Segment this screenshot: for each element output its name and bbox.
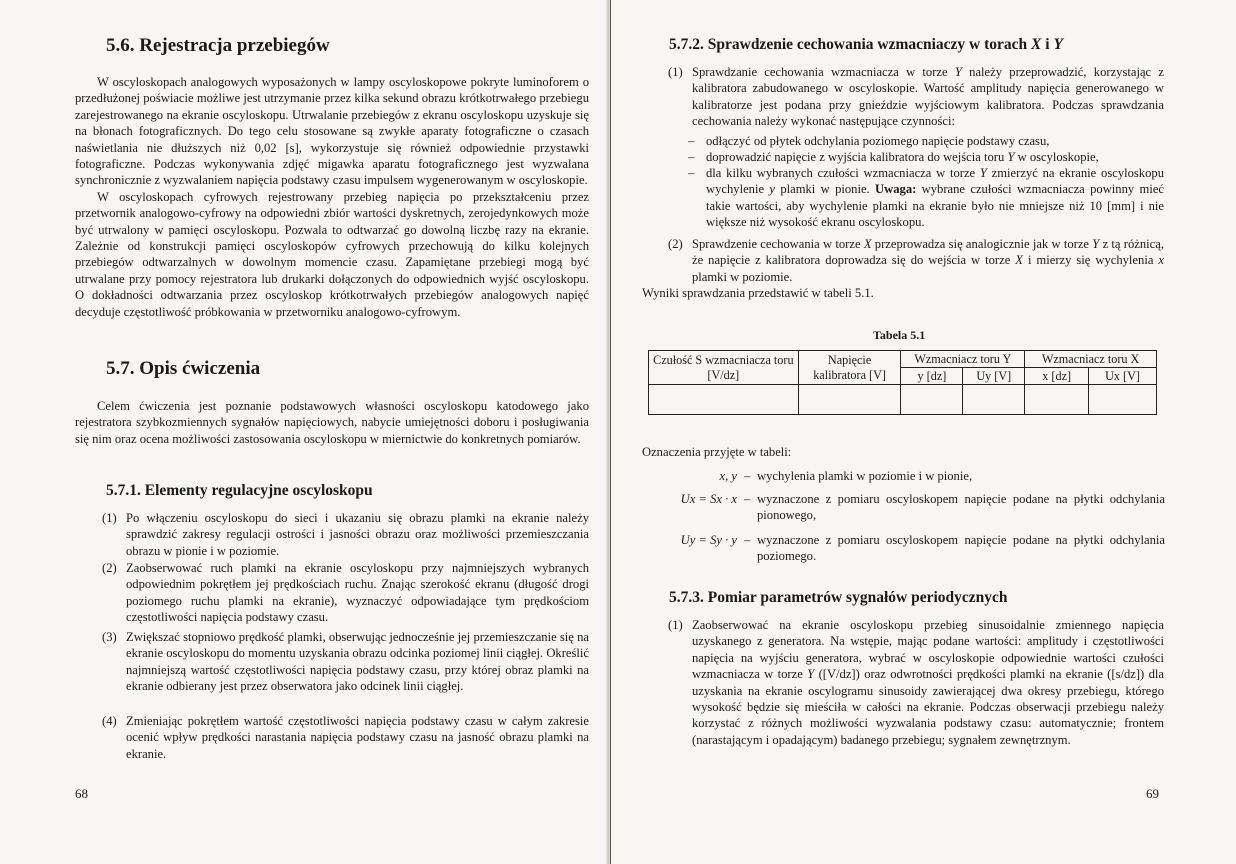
dash-mark: –: [744, 492, 751, 506]
list-item-number: (3): [102, 630, 117, 644]
section-5-6-text: [75, 74, 589, 320]
table-5-1: [648, 350, 1157, 415]
legend-row: [647, 468, 1167, 485]
list-item: [102, 560, 589, 626]
list-item: [102, 629, 589, 695]
table-cell-empty: [1089, 385, 1157, 415]
dash-mark: –: [688, 150, 695, 164]
page-number-left: 68: [75, 786, 88, 801]
paragraph-analog-recording: W oscyloskopach analogowych wyposażonych w lampy oscyloskopowe pokryte luminoforem o przedłużonej poświacie możliwe jest utrzymanie przez kilka sekund obrazu krótkotrwałego przebiegu zarejestrowanego na ekranie oscyloskopu. Utrwalanie przebiegów z ekranu oscyloskopu uzyskuje się na błonach fotograficznych. Do tego celu stosowane są zwykłe aparaty fotograficzne o czasach naświetlania nie dłuższych niż 0,02 [s], wykorzystuje się również odpowiednie przystawki fotograficzne. Podczas wykonywania zdjęć migawka aparatu fotograficznego jest wyzwalana synchronicznie z wyzwalaniem napięcia podstawy czasu impulsem wygenerowanym w oscyloskopie.: [75, 75, 589, 188]
list-item-number: (2): [668, 237, 683, 251]
page-number-right: 69: [1146, 786, 1159, 801]
list-item-text: Po włączeniu oscyloskopu do sieci i ukazaniu się obrazu plamki na ekranie należy sprawdzić zakresy regulacji ostrości i jasności obrazu oraz możliwości przemieszczania obrazu w pionie i w poziomie.: [126, 511, 589, 558]
right-page: [611, 0, 1236, 864]
legend-text: wyznaczone z pomiaru oscyloskopem napięcie podane na płytki odchylania poziomego.: [757, 533, 1165, 564]
dash-item-text: dla kilku wybranych czułości wzmacniacza w torze Y zmierzyć na ekranie oscyloskopu wychylenie y plamki w pionie. Uwaga: wybrane czułości wzmacniacza powinny mieć takie wartości, aby wychylenie plamki na ekranie było nie mniejsze niż 10 [mm] i nie większe niż wysokość ekranu oscyloskopu.: [706, 166, 1165, 230]
calibration-step-1: [668, 64, 1164, 130]
subsection-heading-5-7-3: 5.7.3. Pomiar parametrów sygnałów periodycznych: [669, 589, 1008, 606]
section-heading-5-7: 5.7. Opis ćwiczenia: [106, 358, 261, 379]
list-item: [102, 713, 589, 762]
heading-var-y: Y: [1053, 36, 1063, 53]
list-item-number: (2): [102, 561, 117, 575]
dash-item-text: odłączyć od płytek odchylania poziomego napięcie podstawy czasu,: [706, 134, 1050, 148]
list-item: [102, 510, 589, 559]
table-header-sensitivity: Czułość S wzmacniacza toru [V/dz]: [649, 351, 799, 385]
results-instruction: Wyniki sprawdzania przedstawić w tabeli 5.1.: [642, 286, 874, 300]
table-header-ux: Ux [V]: [1089, 368, 1157, 385]
dash-mark: –: [744, 469, 751, 483]
section-5-7-text: [75, 398, 589, 447]
calibration-step-2: [668, 236, 1164, 285]
list-item-text: Sprawdzenie cechowania w torze X przeprowadza się analogicznie jak w torze Y z tą różnicą, że napięcie z kalibratora doprowadza się do wejścia w torze X i mierzy się wychylenia x plamki w poziomie.: [692, 237, 1164, 284]
list-item-text: Sprawdzanie cechowania wzmacniacza w torze Y należy przeprowadzić, korzystając z kalibratora zabudowanego w oscyloskopie. Wartość amplitudy napięcia generowanego w kalibratorze jest podana przy gnieździe wyjściowym kalibratora. Podczas sprawdzania cechowania należy wykonać następujące czynności:: [692, 65, 1165, 129]
table-caption: Tabela 5.1: [873, 328, 926, 342]
table-cell-empty: [901, 385, 963, 415]
table-cell-empty: [1025, 385, 1089, 415]
list-item-number: (1): [668, 65, 683, 79]
list-item-number: (1): [668, 618, 683, 632]
table-cell-empty: [649, 385, 799, 415]
table-header-calibrator-voltage: Napięcie kalibratora [V]: [798, 351, 901, 385]
heading-text: 5.7.2. Sprawdzenie cechowania wzmacniaczy w torach: [669, 36, 1032, 53]
dash-item: [688, 149, 1164, 165]
table-cell-empty: [963, 385, 1025, 415]
list-item-text: Zaobserwować na ekranie oscyloskopu przebieg sinusoidalnie zmiennego napięcia uzyskanego z generatora. Na wstępie, mając podane wartości: amplitudy i częstotliwości napięcia na wyjściu generatora, wybrać w oscyloskopie odpowiednie wartości czułości wzmacniacza w torze Y ([V/dz]) oraz odwrotności prędkości plamki na ekranie ([s/dz]) dla uzyskania na ekranie oscylogramu sinusoidy zawierającej dwa okresy przebiegu, którego wysokość będzie się mieściła w całości na ekranie. Podczas obserwacji przebiegu należy korzystać z różnych możliwości wyzwalania podstawy czasu: automatycznie; frontem (narastającym i opadającym) badanego przebiegu; sygnałem zewnętrznym.: [692, 618, 1164, 747]
dash-item: [688, 133, 1164, 149]
table-header-x-dz: x [dz]: [1025, 368, 1089, 385]
legend-title: Oznaczenia przyjęte w tabeli:: [642, 445, 792, 459]
heading-text-and: i: [1041, 36, 1054, 53]
legend-text: wyznaczone z pomiaru oscyloskopem napięcie podane na płytki odchylania pionowego,: [757, 492, 1165, 523]
paragraph-digital-recording: W oscyloskopach cyfrowych rejestrowany przebieg napięcia po przekształceniu przez przetwornik analogowo-cyfrowy na odpowiedni zbiór wartości dyskretnych, zerojedynkowych może być utrwalony w pamięci oscyloskopu. Pozwala to odtwarzać go dowolną liczbę razy na ekranie. Zależnie od konstrukcji pamięci oscyloskopów cyfrowych przechowują do kilku kolejnych przebiegów odtwarzalnych w dowolnym momencie czasu. Zapamiętane przebiegi mogą być utrwalane przy pomocy rejestratora lub drukarki dołączonych do odpowiednich wyjść oscyloskopu. O dokładności odtwarzania przez oscyloskop krótkotrwałych przebiegów analogowych napięć decyduje częstotliwość próbkowania w przetworniku analogowo-cyfrowym.: [75, 189, 589, 319]
legend-symbol: x, y: [719, 469, 737, 483]
dash-item-text: doprowadzić napięcie z wyjścia kalibratora do wejścia toru Y w oscyloskopie,: [706, 150, 1099, 164]
subsection-heading-5-7-2: [669, 36, 1063, 54]
legend-row: [647, 532, 1167, 565]
list-item-number: (4): [102, 714, 117, 728]
table-row: [649, 385, 1157, 415]
legend-row: [647, 491, 1167, 524]
legend-text: wychylenia plamki w poziomie i w pionie,: [757, 469, 973, 483]
legend-symbol: Ux = Sx · x: [680, 492, 737, 506]
dash-mark: –: [688, 166, 695, 180]
list-item-number: (1): [102, 511, 117, 525]
heading-var-x: X: [1031, 36, 1042, 53]
table-header-y-dz: y [dz]: [901, 368, 963, 385]
dash-mark: –: [688, 134, 695, 148]
measurement-step-1: [668, 617, 1164, 748]
dash-item: [688, 165, 1164, 231]
section-heading-5-6: 5.6. Rejestracja przebiegów: [106, 35, 330, 56]
table-header-uy: Uy [V]: [963, 368, 1025, 385]
list-item-text: Zwiększać stopniowo prędkość plamki, obserwując jednocześnie jej przemieszczanie się na ekranie oscyloskopu do momentu uzyskania obrazu odcinka poziomej linii ciągłej. Określić najmniejszą wartość częstotliwości napięcia podstawy czasu, przy której obraz plamki na ekranie odbierany jest przez obserwatora jako odcinek linii ciągłej.: [126, 630, 589, 694]
list-item-text: Zaobserwować ruch plamki na ekranie oscyloskopu przy najmniejszych wybranych odpowiednim pokrętłem jej prędkościach ruchu. Znając szerokość ekranu (długość drogi poziomego ruchu plamki na ekranie), wyznaczyć odpowiadające tym prędkościom częstotliwości napięcia podstawy czasu.: [126, 561, 589, 625]
left-page: [0, 0, 608, 864]
table-header-y-amplifier: Wzmacniacz toru Y: [901, 351, 1025, 368]
paragraph-exercise-goal: Celem ćwiczenia jest poznanie podstawowych własności oscyloskopu katodowego jako rejestratora szybkozmiennych sygnałów napięciowych, nabycie umiejętności doboru i posługiwania się nim oraz ocena możliwości zastosowania oscyloskopu w miernictwie do konkretnych pomiarów.: [75, 399, 589, 446]
dash-mark: –: [744, 533, 751, 547]
legend-symbol: Uy = Sy · y: [680, 533, 737, 547]
table-cell-empty: [798, 385, 901, 415]
list-item-text: Zmieniając pokrętłem wartość częstotliwości napięcia podstawy czasu w całym zakresie ocenić wpływ prędkości narastania napięcia podstawy czasu na jasność obrazu plamki na ekranie.: [126, 714, 589, 761]
subsection-heading-5-7-1: 5.7.1. Elementy regulacyjne oscyloskopu: [106, 482, 373, 499]
table-header-x-amplifier: Wzmacniacz toru X: [1025, 351, 1157, 368]
